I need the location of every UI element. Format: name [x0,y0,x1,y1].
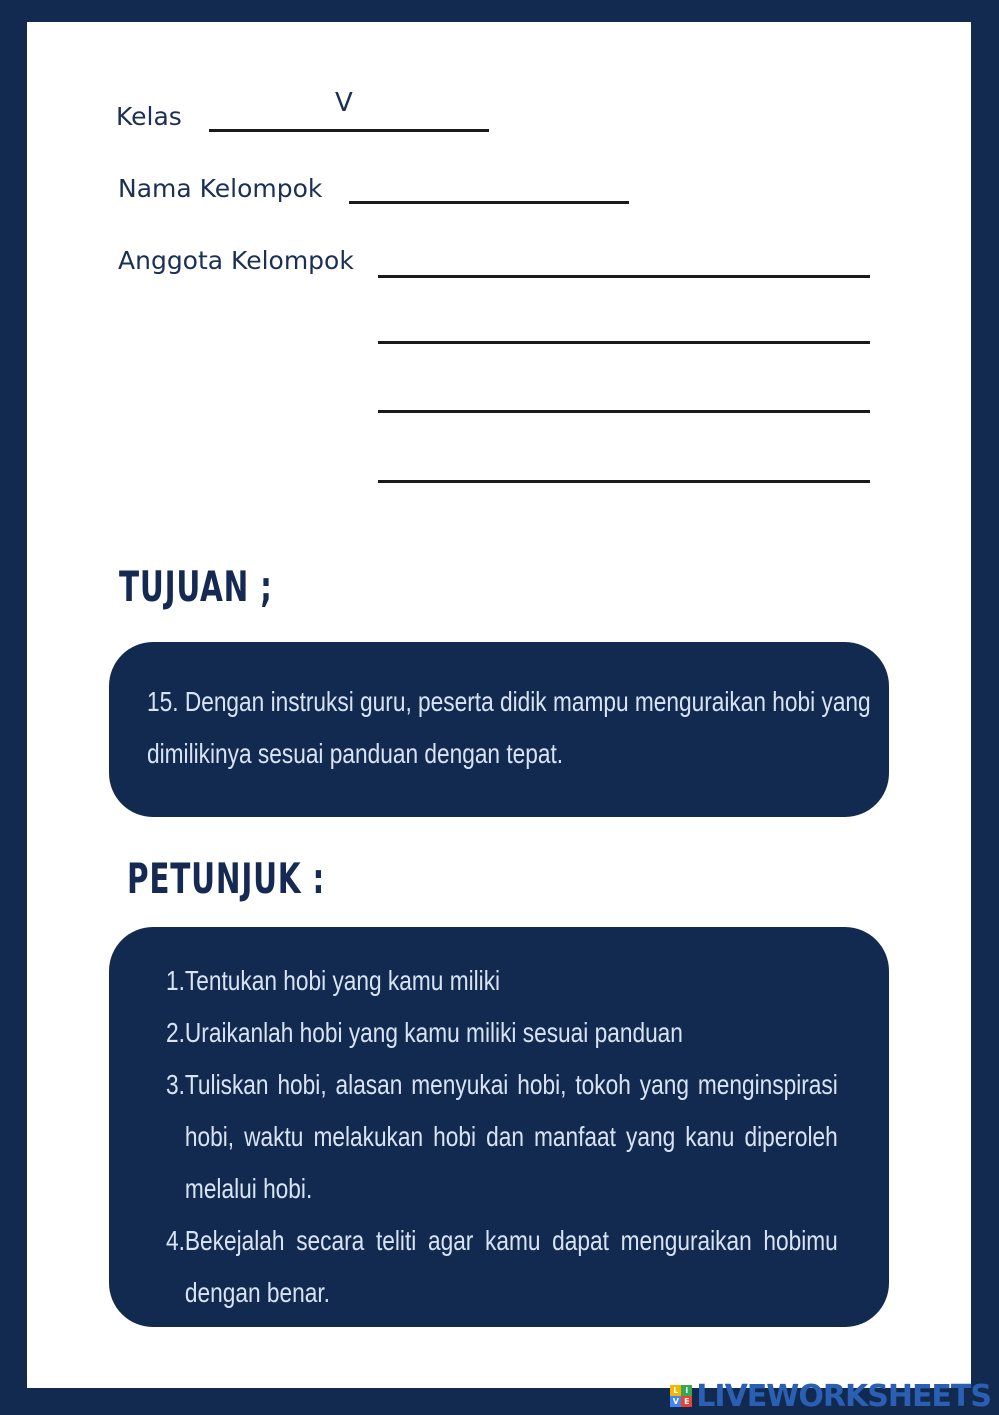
step-number: 3. [165,1069,185,1100]
member-answer-line-3[interactable] [378,410,870,413]
step-text: Uraikanlah hobi yang kamu miliki sesuai panduan [184,1017,683,1048]
instruction-step-3 [159,1059,838,1215]
instructions-list [159,955,838,1319]
logo-letter: L [670,1385,681,1396]
step-text: Tentukan hobi yang kamu miliki [184,965,501,996]
step-text: Bekejalah secara teliti agar kamu dapat menguraikan hobimu dengan benar. [184,1225,838,1308]
group-name-label: Nama Kelompok [118,174,323,203]
step-number: 4. [165,1225,185,1256]
member-answer-line-1[interactable] [378,275,870,278]
goal-text: 15. Dengan instruksi guru, peserta didik mampu menguraikan hobi yang dimilikinya sesuai panduan dengan tepat. [147,686,871,769]
group-name-answer-line[interactable] [349,201,629,204]
liveworksheets-brand[interactable] [670,1379,991,1413]
step-number: 1. [165,965,185,996]
logo-letter: E [681,1396,692,1407]
liveworksheets-logo-icon [670,1385,692,1407]
worksheet-page [27,22,971,1388]
logo-letter: V [670,1396,681,1407]
class-value[interactable]: V [335,88,353,118]
member-answer-line-2[interactable] [378,341,870,344]
class-label: Kelas [116,102,182,131]
group-members-label: Anggota Kelompok [118,246,354,275]
instruction-step-2 [159,1007,838,1059]
instructions-panel [109,927,889,1327]
instructions-heading: PETUNJUK : [127,854,326,903]
member-answer-line-4[interactable] [378,480,870,483]
instruction-step-1 [159,955,838,1007]
step-number: 2. [165,1017,185,1048]
class-answer-line[interactable] [209,129,489,132]
brand-name: LIVEWORKSHEETS [696,1378,991,1414]
step-text: Tuliskan hobi, alasan menyukai hobi, tokoh yang menginspirasi hobi, waktu melakukan hobi dan manfaat yang kanu diperoleh melalui hobi. [184,1069,838,1204]
goal-panel [109,642,889,817]
instruction-step-4 [159,1215,838,1319]
logo-letter: I [681,1385,692,1396]
goal-heading: TUJUAN ; [119,562,273,611]
